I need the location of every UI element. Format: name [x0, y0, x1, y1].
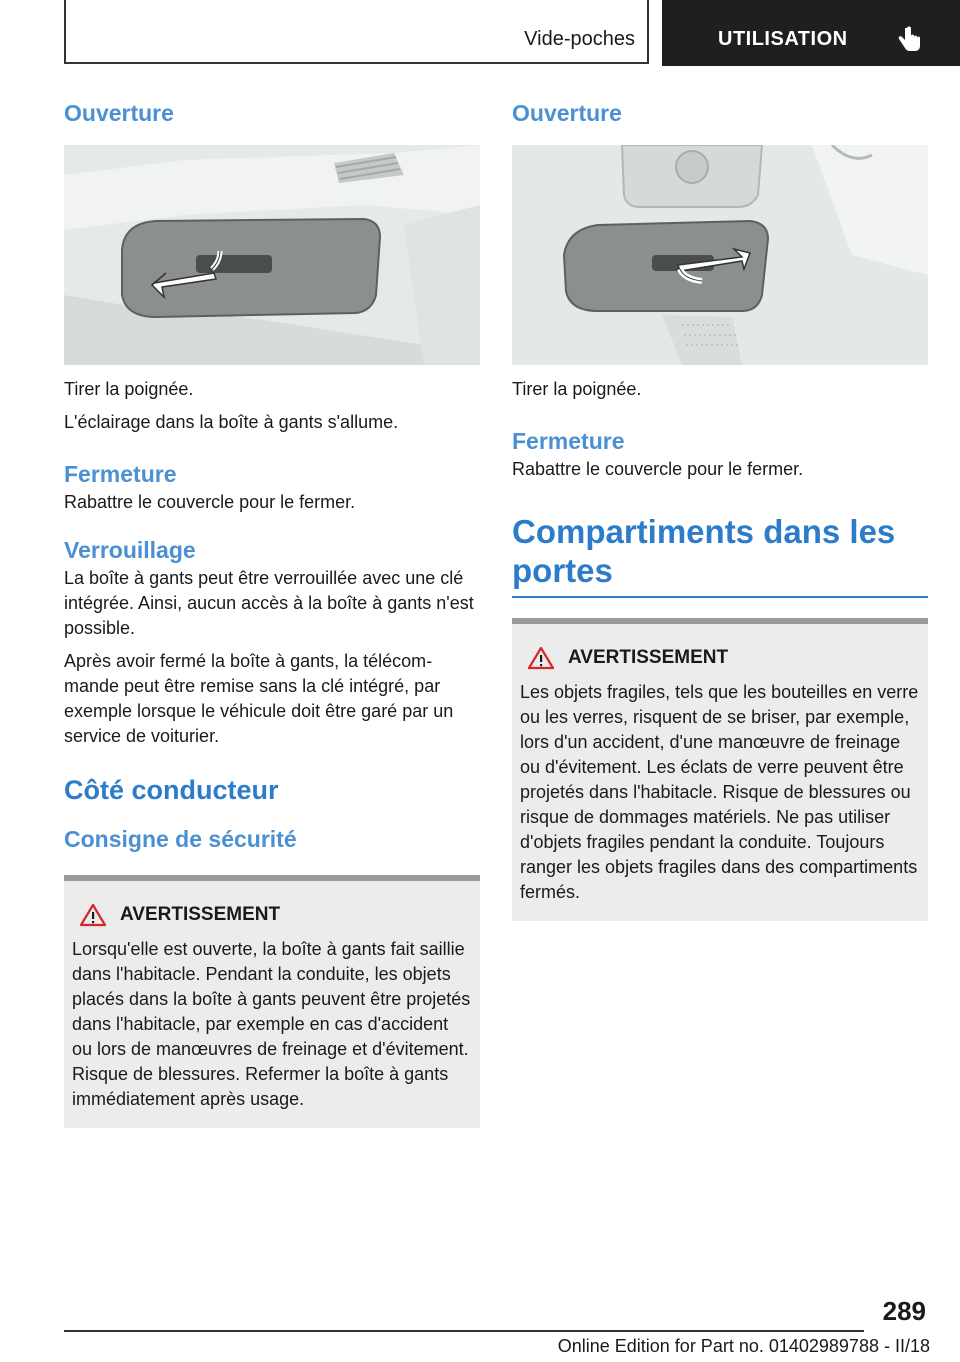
warning-header	[520, 646, 920, 670]
heading-door-compartments: Compartiments dans les portes	[512, 513, 896, 589]
footer-rule	[64, 1330, 864, 1332]
page-number: 289	[882, 1296, 926, 1326]
section-title: Vide-poches	[524, 28, 635, 50]
glovebox-photo-right	[512, 145, 928, 365]
locking-paragraph-1: La boîte à gants peut être verrouillée avec une clé intégrée. Ainsi, aucun accès à la boîte à gants n'est possible.	[64, 568, 474, 638]
warning-box-right	[512, 618, 928, 921]
warning-triangle-icon	[80, 903, 106, 927]
heading-safety-note: Consigne de sécurité	[64, 826, 297, 852]
warning-title: AVERTISSEMENT	[120, 904, 281, 925]
heading-opening-left: Ouverture	[64, 100, 174, 126]
caption-pull-handle-left: Tirer la poignée.	[64, 379, 194, 399]
right-column	[512, 100, 928, 921]
warning-triangle-icon	[528, 646, 554, 670]
heading-rule	[512, 596, 928, 598]
heading-locking: Verrouillage	[64, 537, 196, 563]
caption-lighting: L'éclairage dans la boîte à gants s'allume.	[64, 412, 399, 432]
heading-closing-left: Fermeture	[64, 461, 177, 487]
glovebox-photo-left	[64, 145, 480, 365]
header-frame	[64, 0, 649, 64]
hand-pointer-icon	[894, 24, 924, 54]
caption-pull-handle-right: Tirer la poignée.	[512, 379, 642, 399]
closing-text-left: Rabattre le couvercle pour le fermer.	[64, 492, 356, 512]
heading-closing-right: Fermeture	[512, 428, 625, 454]
warning-header	[72, 903, 472, 927]
heading-opening-right: Ouverture	[512, 100, 622, 126]
left-column	[64, 100, 480, 1128]
edition-note: Online Edition for Part no. 01402989788 - II/18	[557, 1336, 930, 1356]
closing-text-right: Rabattre le couvercle pour le fermer.	[512, 459, 804, 479]
chapter-title: UTILISATION	[718, 28, 848, 50]
warning-text-right: Les objets fragiles, tels que les bouteilles en verre ou les verres, risquent de se briser, par exemple, lors d'un accident, d'une manœuvre de freinage ou d'évitement. Les éclats de verre peuvent être projetés dans l'habitacle. Risque de blessures ou risque de dommages matériels. Ne pas utiliser d'objets fragiles pendant la conduite. Toujours ranger les objets fragiles dans des compartiments fermés.	[520, 682, 919, 902]
warning-title: AVERTISSEMENT	[568, 647, 729, 668]
heading-driver-side: Côté conducteur	[64, 775, 279, 805]
locking-paragraph-2: Après avoir fermé la boîte à gants, la télécommande peut être remise sans la clé intégré, par exemple lorsque le véhicule doit être garé par un service de voiturier.	[64, 651, 454, 746]
chapter-tab	[662, 0, 960, 66]
warning-text-left: Lorsqu'elle est ouverte, la boîte à gants fait saillie dans l'habitacle. Pendant la conduite, les objets placés dans la boîte à gants peuvent être projetés dans l'habitacle, par exemple en cas d'accident ou lors de manœuvres de freinage et d'évitement. Risque de blessures. Refermer la boîte à gants immédiatement après usage.	[72, 939, 471, 1109]
warning-box-left	[64, 875, 480, 1128]
